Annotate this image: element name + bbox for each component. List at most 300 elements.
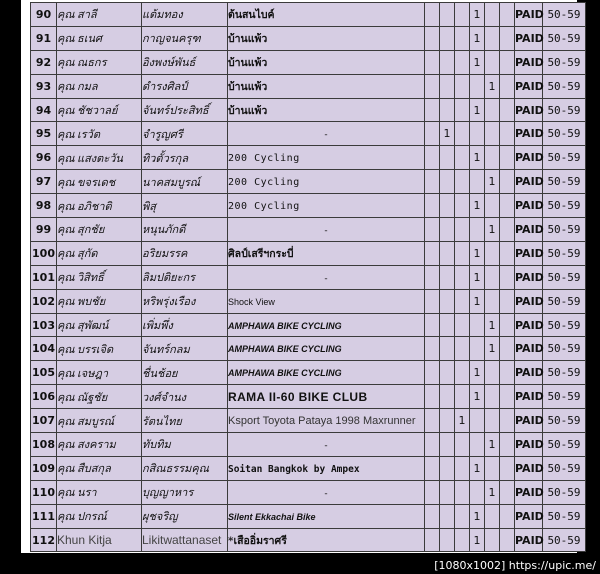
check-cell bbox=[500, 385, 515, 409]
payment-status: PAID bbox=[515, 241, 543, 265]
check-cell bbox=[500, 98, 515, 122]
last-name: นาคสมบูรณ์ bbox=[142, 170, 228, 194]
check-cell bbox=[425, 194, 440, 218]
team-name: 200 Cycling bbox=[228, 201, 300, 213]
check-cell bbox=[455, 433, 470, 457]
check-cell bbox=[500, 265, 515, 289]
check-cell bbox=[485, 409, 500, 433]
registration-table bbox=[30, 2, 586, 552]
check-cell: 1 bbox=[470, 146, 485, 170]
row-number: 111 bbox=[31, 504, 57, 528]
first-name-cell bbox=[57, 170, 142, 194]
table-row bbox=[31, 433, 586, 457]
check-cell bbox=[440, 456, 455, 480]
first-name: พบชัย bbox=[77, 295, 106, 309]
first-name-cell bbox=[57, 241, 142, 265]
check-cell bbox=[470, 337, 485, 361]
team-name: Ksport Toyota Pataya 1998 Maxrunner bbox=[228, 415, 416, 428]
table-row bbox=[31, 98, 586, 122]
check-cell bbox=[425, 337, 440, 361]
first-name-cell bbox=[57, 337, 142, 361]
first-name: ปกรณ์ bbox=[77, 510, 107, 524]
check-cell bbox=[455, 194, 470, 218]
check-cell: 1 bbox=[470, 50, 485, 74]
age-category: 50-59 bbox=[543, 385, 586, 409]
age-category: 50-59 bbox=[543, 146, 586, 170]
last-name: จันทร์กลม bbox=[142, 337, 228, 361]
row-number: 108 bbox=[31, 433, 57, 457]
watermark: [1080x1002] https://upic.me/ bbox=[434, 559, 596, 572]
check-cell bbox=[440, 74, 455, 98]
check-cell bbox=[425, 74, 440, 98]
check-cell bbox=[425, 241, 440, 265]
team-name: RAMA II-60 BIKE CLUB bbox=[228, 389, 368, 404]
last-name: ผุชจริญ bbox=[142, 504, 228, 528]
last-name: ชื่นช้อย bbox=[142, 361, 228, 385]
first-name: อภิชาติ bbox=[77, 199, 112, 213]
payment-status: PAID bbox=[515, 265, 543, 289]
check-cell bbox=[500, 50, 515, 74]
check-cell bbox=[425, 98, 440, 122]
check-cell bbox=[440, 313, 455, 337]
honorific: คุณ bbox=[57, 510, 75, 524]
check-cell bbox=[485, 504, 500, 528]
team-cell bbox=[228, 26, 425, 50]
check-cell bbox=[440, 385, 455, 409]
team-cell bbox=[228, 480, 425, 504]
table-row bbox=[31, 337, 586, 361]
first-name-cell bbox=[57, 98, 142, 122]
table-row bbox=[31, 504, 586, 528]
check-cell: 1 bbox=[455, 409, 470, 433]
check-cell: 1 bbox=[485, 218, 500, 242]
check-cell bbox=[455, 289, 470, 313]
check-cell bbox=[440, 146, 455, 170]
check-cell bbox=[440, 98, 455, 122]
check-cell: 1 bbox=[440, 122, 455, 146]
check-cell bbox=[455, 74, 470, 98]
team-cell bbox=[228, 337, 425, 361]
first-name-cell bbox=[57, 265, 142, 289]
first-name: นรา bbox=[77, 486, 97, 500]
honorific: คุณ bbox=[57, 271, 75, 285]
honorific: คุณ bbox=[57, 486, 75, 500]
check-cell bbox=[440, 361, 455, 385]
check-cell bbox=[425, 265, 440, 289]
table-row bbox=[31, 313, 586, 337]
table-row bbox=[31, 74, 586, 98]
first-name-cell bbox=[57, 385, 142, 409]
honorific: คุณ bbox=[57, 247, 75, 261]
first-name: บรรเจิด bbox=[77, 342, 114, 356]
check-cell bbox=[500, 409, 515, 433]
table-row bbox=[31, 361, 586, 385]
table-row bbox=[31, 409, 586, 433]
check-cell: 1 bbox=[470, 385, 485, 409]
row-number: 90 bbox=[31, 3, 57, 27]
check-cell bbox=[455, 26, 470, 50]
honorific: คุณ bbox=[57, 199, 75, 213]
check-cell bbox=[485, 50, 500, 74]
check-cell: 1 bbox=[470, 456, 485, 480]
table-row bbox=[31, 241, 586, 265]
first-name: สุกชัย bbox=[77, 223, 105, 237]
team-name: บ้านแพ้ว bbox=[228, 80, 268, 93]
check-cell bbox=[455, 337, 470, 361]
team-name: - bbox=[324, 273, 328, 284]
first-name: สาลี bbox=[77, 8, 97, 22]
payment-status: PAID bbox=[515, 528, 543, 552]
age-category: 50-59 bbox=[543, 480, 586, 504]
age-category: 50-59 bbox=[543, 504, 586, 528]
table-row bbox=[31, 480, 586, 504]
row-number: 95 bbox=[31, 122, 57, 146]
first-name-cell bbox=[57, 409, 142, 433]
first-name: Khun Kitja bbox=[57, 533, 112, 548]
first-name-cell bbox=[57, 218, 142, 242]
first-name-cell bbox=[57, 289, 142, 313]
team-cell bbox=[228, 409, 425, 433]
honorific: คุณ bbox=[57, 462, 75, 476]
row-number: 91 bbox=[31, 26, 57, 50]
check-cell bbox=[485, 241, 500, 265]
team-name: Silent Ekkachai Bike bbox=[228, 511, 316, 522]
check-cell bbox=[500, 194, 515, 218]
check-cell bbox=[485, 146, 500, 170]
row-number: 94 bbox=[31, 98, 57, 122]
check-cell bbox=[440, 26, 455, 50]
honorific: คุณ bbox=[57, 104, 75, 117]
check-cell: 1 bbox=[470, 289, 485, 313]
first-name: สุกัด bbox=[77, 247, 98, 261]
check-cell bbox=[500, 289, 515, 313]
check-cell bbox=[500, 170, 515, 194]
payment-status: PAID bbox=[515, 74, 543, 98]
age-category: 50-59 bbox=[543, 26, 586, 50]
table-row bbox=[31, 3, 586, 27]
age-category: 50-59 bbox=[543, 3, 586, 27]
payment-status: PAID bbox=[515, 289, 543, 313]
check-cell bbox=[440, 504, 455, 528]
check-cell bbox=[485, 456, 500, 480]
table-row bbox=[31, 50, 586, 74]
honorific: คุณ bbox=[57, 175, 75, 189]
first-name-cell bbox=[57, 504, 142, 528]
payment-status: PAID bbox=[515, 433, 543, 457]
check-cell bbox=[500, 26, 515, 50]
check-cell bbox=[455, 528, 470, 552]
check-cell bbox=[425, 504, 440, 528]
row-number: 101 bbox=[31, 265, 57, 289]
check-cell: 1 bbox=[470, 98, 485, 122]
table-row bbox=[31, 528, 586, 552]
check-cell bbox=[425, 146, 440, 170]
last-name: เพิ่มพึ่ง bbox=[142, 313, 228, 337]
check-cell bbox=[455, 385, 470, 409]
payment-status: PAID bbox=[515, 337, 543, 361]
team-cell bbox=[228, 122, 425, 146]
row-number: 102 bbox=[31, 289, 57, 313]
table-body bbox=[31, 3, 586, 552]
team-cell bbox=[228, 194, 425, 218]
row-number: 103 bbox=[31, 313, 57, 337]
honorific: คุณ bbox=[57, 56, 75, 70]
first-name: กมล bbox=[77, 80, 98, 94]
check-cell bbox=[500, 337, 515, 361]
team-name: Soitan Bangkok by Ampex bbox=[228, 463, 360, 475]
check-cell bbox=[440, 170, 455, 194]
first-name-cell bbox=[57, 528, 142, 552]
first-name: สมบูรณ์ bbox=[77, 414, 115, 428]
first-name-cell bbox=[57, 361, 142, 385]
age-category: 50-59 bbox=[543, 241, 586, 265]
last-name: กสิณธรรมคุณ bbox=[142, 456, 228, 480]
first-name-cell bbox=[57, 50, 142, 74]
first-name: ณธกร bbox=[77, 56, 107, 70]
last-name: วงศ์จำนง bbox=[142, 385, 228, 409]
first-name: สืบสกุล bbox=[77, 462, 111, 476]
honorific: คุณ bbox=[57, 319, 75, 333]
check-cell bbox=[425, 433, 440, 457]
first-name-cell bbox=[57, 146, 142, 170]
check-cell: 1 bbox=[470, 528, 485, 552]
age-category: 50-59 bbox=[543, 170, 586, 194]
age-category: 50-59 bbox=[543, 313, 586, 337]
honorific: คุณ bbox=[57, 8, 75, 22]
check-cell bbox=[440, 289, 455, 313]
first-name-cell bbox=[57, 74, 142, 98]
check-cell bbox=[440, 480, 455, 504]
check-cell bbox=[470, 122, 485, 146]
row-number: 110 bbox=[31, 480, 57, 504]
check-cell bbox=[485, 122, 500, 146]
first-name: สุพัฒน์ bbox=[77, 319, 109, 333]
check-cell bbox=[455, 313, 470, 337]
check-cell bbox=[470, 218, 485, 242]
first-name-cell bbox=[57, 194, 142, 218]
honorific: คุณ bbox=[57, 390, 75, 404]
last-name: ลิมปติยะกร bbox=[142, 265, 228, 289]
first-name-cell bbox=[57, 433, 142, 457]
last-name: อิงพงษ์พันธ์ bbox=[142, 50, 228, 74]
check-cell bbox=[500, 122, 515, 146]
payment-status: PAID bbox=[515, 218, 543, 242]
team-name: ต้นสนไบค์ bbox=[228, 8, 275, 21]
check-cell bbox=[500, 528, 515, 552]
check-cell bbox=[425, 26, 440, 50]
honorific: คุณ bbox=[57, 295, 75, 309]
check-cell bbox=[455, 265, 470, 289]
payment-status: PAID bbox=[515, 504, 543, 528]
age-category: 50-59 bbox=[543, 361, 586, 385]
check-cell bbox=[425, 50, 440, 74]
payment-status: PAID bbox=[515, 170, 543, 194]
last-name: ทับทิม bbox=[142, 433, 228, 457]
first-name: เจษฎา bbox=[77, 366, 109, 380]
check-cell bbox=[485, 385, 500, 409]
check-cell bbox=[485, 98, 500, 122]
first-name: ณัฐชัย bbox=[77, 390, 108, 404]
payment-status: PAID bbox=[515, 26, 543, 50]
first-name-cell bbox=[57, 456, 142, 480]
check-cell bbox=[500, 361, 515, 385]
team-name: 200 Cycling bbox=[228, 153, 300, 165]
check-cell bbox=[485, 3, 500, 27]
last-name: บุญญาหาร bbox=[142, 480, 228, 504]
check-cell bbox=[470, 433, 485, 457]
last-name: พิสุ bbox=[142, 194, 228, 218]
table-row bbox=[31, 456, 586, 480]
team-cell bbox=[228, 433, 425, 457]
team-name: AMPHAWA BIKE CYCLING bbox=[228, 368, 342, 379]
team-cell bbox=[228, 528, 425, 552]
check-cell: 1 bbox=[485, 480, 500, 504]
check-cell bbox=[500, 74, 515, 98]
age-category: 50-59 bbox=[543, 98, 586, 122]
age-category: 50-59 bbox=[543, 528, 586, 552]
check-cell bbox=[455, 3, 470, 27]
payment-status: PAID bbox=[515, 122, 543, 146]
payment-status: PAID bbox=[515, 146, 543, 170]
check-cell: 1 bbox=[470, 194, 485, 218]
team-cell bbox=[228, 50, 425, 74]
row-number: 99 bbox=[31, 218, 57, 242]
check-cell bbox=[425, 409, 440, 433]
table-row bbox=[31, 289, 586, 313]
check-cell bbox=[470, 170, 485, 194]
table-row bbox=[31, 26, 586, 50]
age-category: 50-59 bbox=[543, 433, 586, 457]
check-cell bbox=[500, 241, 515, 265]
check-cell bbox=[455, 456, 470, 480]
team-name: AMPHAWA BIKE CYCLING bbox=[228, 320, 342, 331]
check-cell bbox=[455, 170, 470, 194]
team-name: 200 Cycling bbox=[228, 177, 300, 189]
table-row bbox=[31, 170, 586, 194]
payment-status: PAID bbox=[515, 313, 543, 337]
table-row bbox=[31, 194, 586, 218]
check-cell bbox=[440, 409, 455, 433]
check-cell bbox=[455, 480, 470, 504]
first-name-cell bbox=[57, 122, 142, 146]
honorific: คุณ bbox=[57, 342, 75, 356]
age-category: 50-59 bbox=[543, 74, 586, 98]
honorific: คุณ bbox=[57, 438, 75, 452]
payment-status: PAID bbox=[515, 409, 543, 433]
team-cell bbox=[228, 74, 425, 98]
check-cell bbox=[500, 3, 515, 27]
check-cell bbox=[425, 170, 440, 194]
honorific: คุณ bbox=[57, 127, 75, 141]
check-cell bbox=[470, 74, 485, 98]
age-category: 50-59 bbox=[543, 122, 586, 146]
team-cell bbox=[228, 504, 425, 528]
check-cell: 1 bbox=[485, 433, 500, 457]
check-cell: 1 bbox=[470, 265, 485, 289]
first-name: สงคราม bbox=[77, 438, 116, 452]
check-cell bbox=[500, 146, 515, 170]
team-name: บ้านแพ้ว bbox=[228, 32, 268, 45]
team-name: - bbox=[324, 440, 328, 451]
team-cell bbox=[228, 170, 425, 194]
check-cell bbox=[500, 480, 515, 504]
check-cell bbox=[455, 122, 470, 146]
team-cell bbox=[228, 98, 425, 122]
check-cell bbox=[500, 313, 515, 337]
check-cell bbox=[455, 50, 470, 74]
row-number: 96 bbox=[31, 146, 57, 170]
team-cell bbox=[228, 456, 425, 480]
check-cell bbox=[500, 218, 515, 242]
honorific: คุณ bbox=[57, 151, 75, 165]
row-number: 97 bbox=[31, 170, 57, 194]
first-name: ขจรเดช bbox=[77, 175, 116, 189]
check-cell bbox=[455, 504, 470, 528]
payment-status: PAID bbox=[515, 194, 543, 218]
check-cell bbox=[425, 289, 440, 313]
check-cell bbox=[425, 3, 440, 27]
check-cell bbox=[425, 313, 440, 337]
check-cell bbox=[425, 385, 440, 409]
check-cell bbox=[470, 480, 485, 504]
honorific: คุณ bbox=[57, 80, 75, 94]
check-cell bbox=[440, 433, 455, 457]
check-cell bbox=[440, 528, 455, 552]
check-cell bbox=[425, 480, 440, 504]
last-name: กาญจนครุฑ bbox=[142, 26, 228, 50]
registration-sheet bbox=[21, 0, 581, 553]
age-category: 50-59 bbox=[543, 409, 586, 433]
check-cell bbox=[440, 218, 455, 242]
first-name: ชัชวาลย์ bbox=[77, 104, 118, 117]
check-cell: 1 bbox=[485, 170, 500, 194]
team-name: บ้านแพ้ว bbox=[228, 56, 268, 69]
row-number: 92 bbox=[31, 50, 57, 74]
team-name: AMPHAWA BIKE CYCLING bbox=[228, 344, 342, 355]
table-row bbox=[31, 385, 586, 409]
check-cell bbox=[440, 241, 455, 265]
age-category: 50-59 bbox=[543, 265, 586, 289]
row-number: 106 bbox=[31, 385, 57, 409]
table-row bbox=[31, 265, 586, 289]
check-cell bbox=[485, 194, 500, 218]
team-cell bbox=[228, 313, 425, 337]
honorific: คุณ bbox=[57, 366, 75, 380]
check-cell bbox=[425, 122, 440, 146]
payment-status: PAID bbox=[515, 361, 543, 385]
row-number: 93 bbox=[31, 74, 57, 98]
age-category: 50-59 bbox=[543, 218, 586, 242]
check-cell bbox=[440, 265, 455, 289]
check-cell bbox=[440, 194, 455, 218]
first-name-cell bbox=[57, 3, 142, 27]
team-cell bbox=[228, 265, 425, 289]
payment-status: PAID bbox=[515, 3, 543, 27]
check-cell bbox=[470, 313, 485, 337]
team-cell bbox=[228, 289, 425, 313]
honorific: คุณ bbox=[57, 32, 75, 46]
check-cell bbox=[500, 456, 515, 480]
last-name: จำรูญศรี bbox=[142, 122, 228, 146]
check-cell: 1 bbox=[485, 74, 500, 98]
check-cell bbox=[425, 528, 440, 552]
last-name: จันทร์ประสิทธิ์ bbox=[142, 98, 228, 122]
check-cell: 1 bbox=[470, 241, 485, 265]
team-cell bbox=[228, 385, 425, 409]
check-cell: 1 bbox=[470, 361, 485, 385]
last-name: ทิวตั้วรกุล bbox=[142, 146, 228, 170]
team-cell bbox=[228, 361, 425, 385]
